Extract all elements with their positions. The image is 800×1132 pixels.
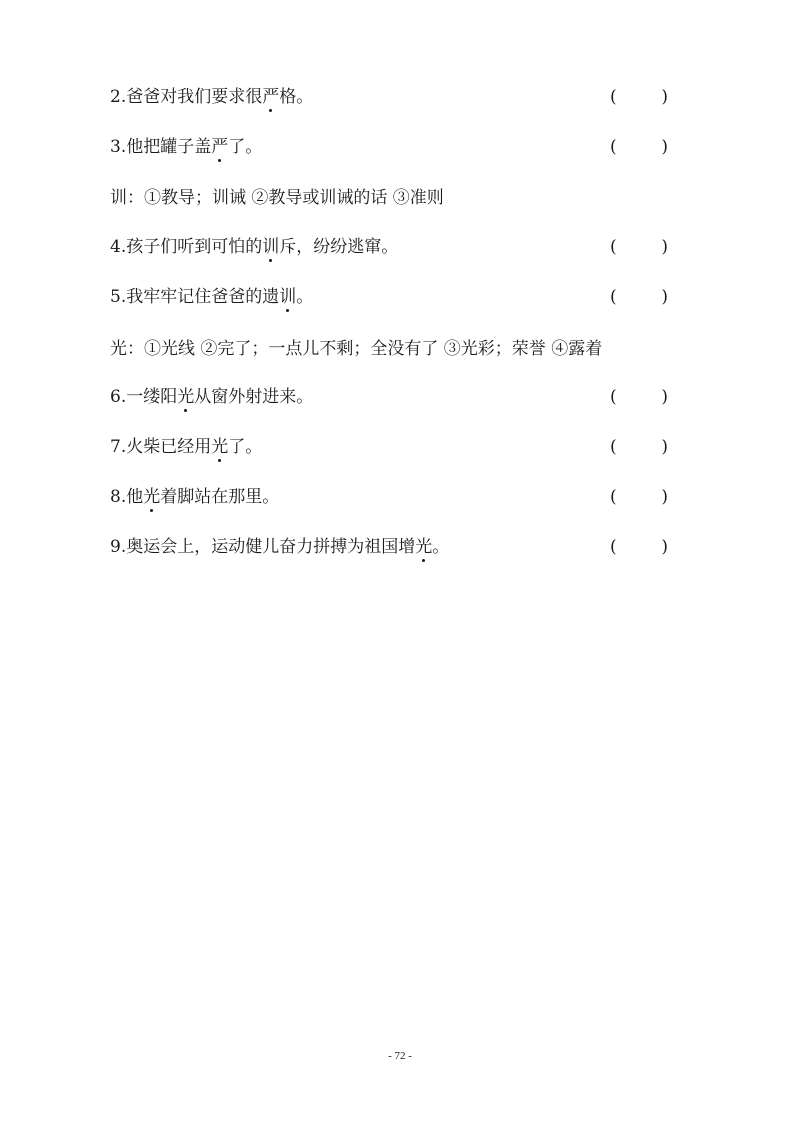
- sentence-text: 2.爸爸对我们要求很严格。: [110, 82, 313, 112]
- marked-char: 训: [279, 282, 296, 312]
- sentence-text: 8.他光着脚站在那里。: [110, 482, 279, 512]
- answer-blank[interactable]: ( ): [610, 137, 668, 157]
- answer-blank[interactable]: ( ): [610, 537, 668, 557]
- marked-char: 光: [177, 382, 194, 412]
- sentence-text: 6.一缕阳光从窗外射进来。: [110, 382, 313, 412]
- sentence-item: [110, 532, 690, 562]
- sentence-text: 3.他把罐子盖严了。: [110, 132, 262, 162]
- marked-char: 光: [415, 532, 432, 562]
- page-number: - 72 -: [388, 1050, 412, 1062]
- answer-blank[interactable]: ( ): [610, 487, 668, 507]
- sentence-item: [110, 282, 690, 312]
- marked-char: 训: [262, 232, 279, 262]
- sentence-item: [110, 482, 690, 512]
- sentence-text: 4.孩子们听到可怕的训斥，纷纷逃窜。: [110, 232, 398, 262]
- sentence-text: 5.我牢牢记住爸爸的遗训。: [110, 282, 313, 312]
- marked-char: 严: [262, 82, 279, 112]
- definition-guang: 光：①光线 ②完了；一点儿不剩；全没有了 ③光彩；荣誉 ④露着: [110, 339, 603, 359]
- answer-blank[interactable]: ( ): [610, 387, 668, 407]
- sentence-item: [110, 82, 690, 112]
- definition-xun: 训：①教导；训诫 ②教导或训诫的话 ③准则: [110, 188, 444, 208]
- answer-blank[interactable]: ( ): [610, 87, 668, 107]
- sentence-item: [110, 232, 690, 262]
- sentence-text: 9.奥运会上，运动健儿奋力拼搏为祖国增光。: [110, 532, 449, 562]
- marked-char: 光: [211, 432, 228, 462]
- answer-blank[interactable]: ( ): [610, 437, 668, 457]
- answer-blank[interactable]: ( ): [610, 287, 668, 307]
- sentence-item: [110, 382, 690, 412]
- marked-char: 光: [143, 482, 160, 512]
- marked-char: 严: [211, 132, 228, 162]
- sentence-item: [110, 132, 690, 162]
- sentence-text: 7.火柴已经用光了。: [110, 432, 262, 462]
- sentence-item: [110, 432, 690, 462]
- answer-blank[interactable]: ( ): [610, 237, 668, 257]
